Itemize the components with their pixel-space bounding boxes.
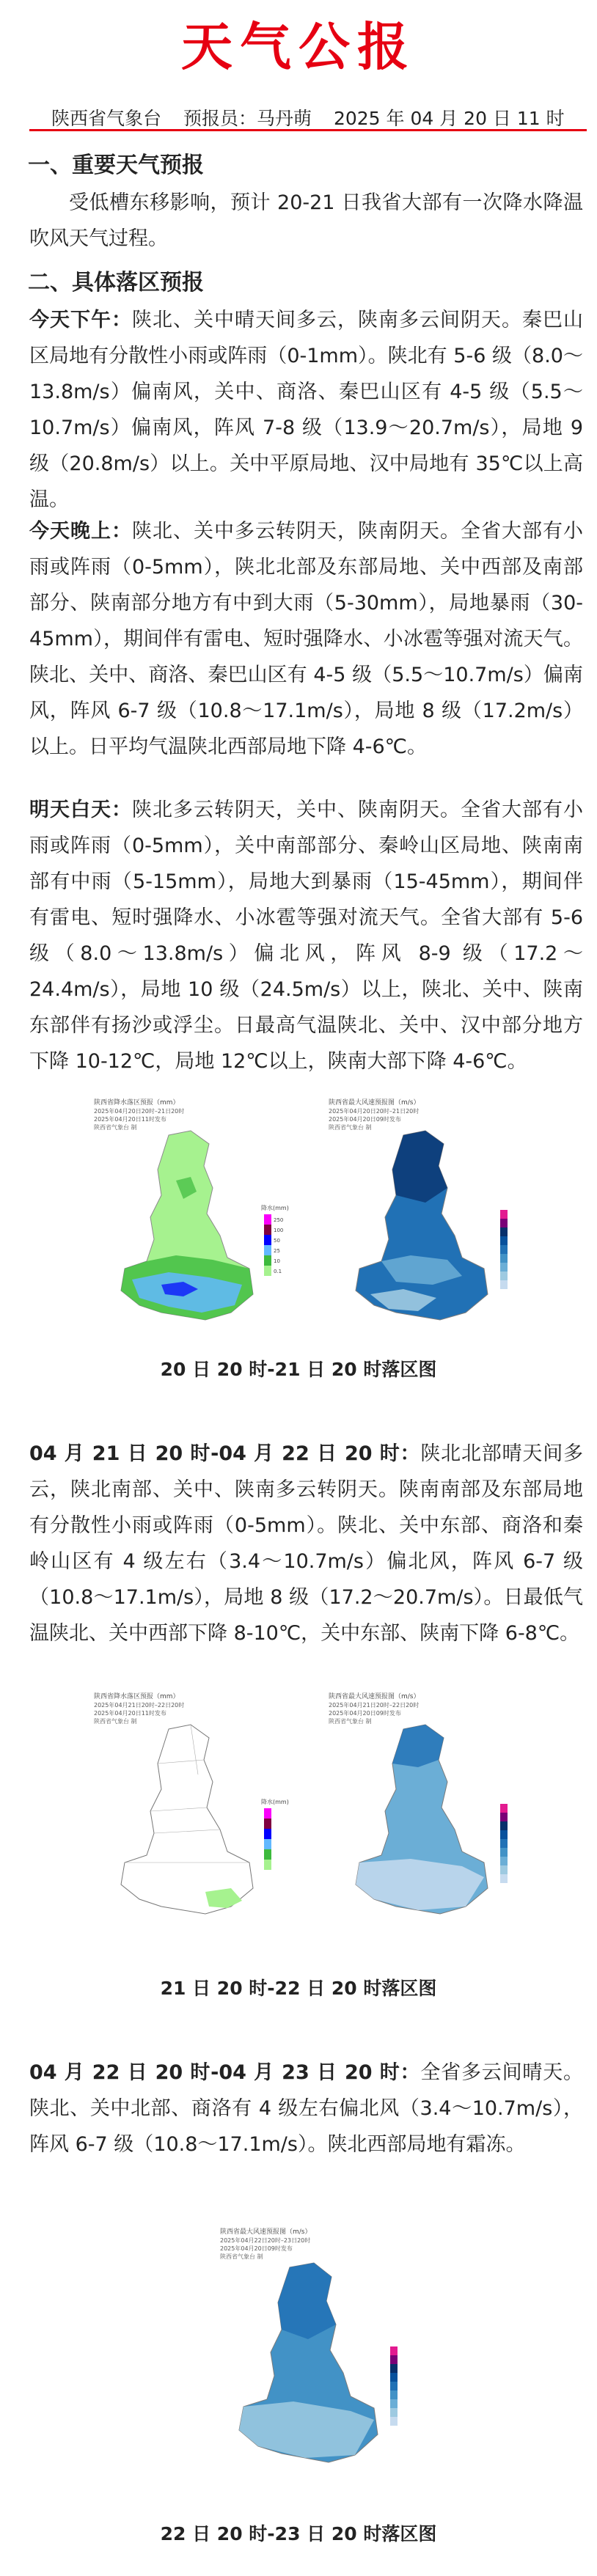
- legend-swatch: [500, 1839, 508, 1848]
- legend-label: 降水(mm): [261, 1799, 289, 1805]
- paragraph-lead: 今天晚上：: [29, 520, 132, 543]
- legend-swatch: [264, 1829, 271, 1839]
- map-title: 陕西省降水落区预报（mm）: [94, 1693, 180, 1700]
- paragraph-this-afternoon: [29, 302, 583, 518]
- legend-swatch: [500, 1821, 508, 1830]
- map-subtitle: 2025年04月20日20时–21日20时: [329, 1108, 420, 1115]
- legend-swatch: [390, 2382, 398, 2390]
- legend-swatch: [264, 1255, 271, 1266]
- map-title: 陕西省最大风速预报图（m/s）: [329, 1099, 420, 1107]
- legend-swatch: [264, 1808, 271, 1819]
- wind-map-svg: [315, 1687, 535, 1929]
- wind-map-day3: [198, 2222, 425, 2478]
- map-subtitle: 陕西省气象台 制: [94, 1124, 137, 1131]
- precip-map-svg: [81, 1687, 301, 1929]
- paragraph-body: 陕北北部晴天间多云，陕北南部、关中、陕南多云转阴天。陕南南部及东部局地有分散性小雨或阵雨（0-5mm）。陕北、关中东部、商洛和秦岭山区有 4 级左右（3.4～10.7m/s）偏北风，阵风 6-7 级（10.8～17.1m/s），局地 8 级（17.2～20.7m/s）。日最低气温陕北、关中西部下降 8-10℃，关中东部、陕南下降 6-8℃。: [29, 1442, 584, 1645]
- map-subtitle: 2025年04月20日09时发布: [329, 1116, 401, 1123]
- map-subtitle: 2025年04月20日11时发布: [94, 1710, 166, 1717]
- map-subtitle: 陕西省气象台 制: [329, 1718, 372, 1725]
- header-divider: [29, 129, 587, 131]
- legend-swatch: [390, 2355, 398, 2364]
- issue-info: [51, 104, 568, 131]
- legend-swatch: [264, 1245, 271, 1255]
- section-heading-detailed: 二、具体落区预报: [28, 270, 204, 296]
- legend-swatch: [500, 1813, 508, 1821]
- legend-swatch: [500, 1219, 508, 1228]
- province-shape: [121, 1725, 253, 1914]
- figure-caption: 22 日 20 时-23 日 20 时落区图: [160, 2523, 437, 2544]
- legend-swatch: [390, 2364, 398, 2373]
- paragraph-tonight: [29, 513, 583, 765]
- precip-map-day1: [81, 1093, 301, 1335]
- paragraph-tomorrow-daytime: [29, 792, 583, 1079]
- map-subtitle: 2025年04月20日20时–21日20时: [94, 1108, 185, 1115]
- legend-swatch: [500, 1210, 508, 1219]
- wind-map-day1: [315, 1093, 535, 1335]
- important-forecast-text: 受低槽东移影响，预计 20-21 日我省大部有一次降水降温吹风天气过程。: [29, 191, 583, 250]
- map-title: 陕西省最大风速预报图（m/s）: [220, 2228, 312, 2236]
- paragraph-lead: 04 月 22 日 20 时-04 月 23 日 20 时：: [29, 2061, 421, 2084]
- page-title: 天气公报: [181, 16, 416, 77]
- svg-text:250: 250: [274, 1217, 284, 1223]
- map-title: 陕西省最大风速预报图（m/s）: [329, 1693, 420, 1700]
- legend-swatch: [264, 1235, 271, 1245]
- issue-date: 2025 年 04 月 20 日 11 时: [333, 108, 565, 129]
- map-subtitle: 2025年04月22日20时–23日20时: [220, 2237, 311, 2244]
- paragraph-body: 陕北多云转阴天，关中、陕南阴天。全省大部有小雨或阵雨（0-5mm），关中南部部分、秦岭山区局地、陕南南部有中雨（5-15mm），局地大到暴雨（15-45mm），期间伴有雷电、短时强降水、小冰雹等强对流天气。全省大部有 5-6 级（8.0～13.8m/s）偏北风，阵风 8-9 级（17.2～24.4m/s），局地 10 级（24.5m/s）以上，陕北、关中、陕南东部伴有扬沙或浮尘。日最高气温陕北、关中、汉中部分地方下降 10-12℃，局地 12℃以上，陕南大部下降 4-6℃。: [29, 799, 583, 1073]
- legend-swatch: [500, 1857, 508, 1865]
- map-subtitle: 2025年04月21日20时–22日20时: [94, 1702, 185, 1709]
- legend-swatch: [264, 1266, 271, 1276]
- figure-caption: 20 日 20 时-21 日 20 时落区图: [160, 1359, 437, 1380]
- paragraph-body: 陕北、关中多云转阴天，陕南阴天。全省大部有小雨或阵雨（0-5mm），陕北北部及东部局地、关中西部及南部部分、陕南部分地方有中到大雨（5-30mm），局地暴雨（30-45mm），期间伴有雷电、短时强降水、小冰雹等强对流天气。陕北、关中、商洛、秦巴山区有 4-5 级（5.5～10.7m/s）偏南风，阵风 6-7 级（10.8～17.1m/s），局地 8 级（17.2m/s）以上。日平均气温陕北西部局地下降 4-6℃。: [29, 520, 583, 758]
- paragraph-body: 陕北、关中晴天间多云，陕南多云间阴天。秦巴山区局地有分散性小雨或阵雨（0-1mm）。陕北有 5-6 级（8.0～13.8m/s）偏南风，关中、商洛、秦巴山区有 4-5 级（5.5～10.7m/s）偏南风，阵风 7-8 级（13.9～20.7m/s），局地 9 级（20.8m/s）以上。关中平原局地、汉中局地有 35℃以上高温。: [29, 309, 583, 511]
- legend-swatch: [500, 1280, 508, 1289]
- section-heading-important: 一、重要天气预报: [28, 153, 204, 178]
- precip-map-svg: [81, 1093, 301, 1335]
- figure-caption: 21 日 20 时-22 日 20 时落区图: [160, 1978, 437, 1999]
- wind-map-svg: [315, 1093, 535, 1335]
- map-subtitle: 2025年04月21日20时–22日20时: [329, 1702, 420, 1709]
- forecaster-name: 预报员：马丹萌: [183, 108, 312, 129]
- wind-map-day2: [315, 1687, 535, 1929]
- legend-swatch: [390, 2390, 398, 2399]
- legend-swatch: [500, 1272, 508, 1280]
- legend-swatch: [500, 1874, 508, 1883]
- agency-name: 陕西省气象台: [51, 108, 162, 129]
- legend-swatch: [264, 1849, 271, 1860]
- wind-map-svg: [198, 2222, 425, 2478]
- legend-swatch: [500, 1865, 508, 1874]
- paragraph-lead: 明天白天：: [29, 799, 132, 821]
- svg-text:50: 50: [274, 1238, 280, 1244]
- legend-swatch: [500, 1804, 508, 1813]
- paragraph-lead: 今天下午：: [29, 309, 132, 331]
- legend-swatch: [390, 2408, 398, 2417]
- legend-swatch: [264, 1225, 271, 1235]
- legend-swatch: [390, 2346, 398, 2355]
- strong-wind-zone: [278, 2263, 336, 2339]
- paragraph-apr22-23: [29, 2055, 583, 2162]
- paragraph-lead: 04 月 21 日 20 时-04 月 22 日 20 时：: [29, 1442, 421, 1465]
- legend-swatch: [500, 1245, 508, 1254]
- precip-map-day2: [81, 1687, 301, 1929]
- map-subtitle: 陕西省气象台 制: [329, 1124, 372, 1131]
- legend-swatch: [500, 1830, 508, 1839]
- paragraph-body: 全省多云间晴天。陕北、关中北部、商洛有 4 级左右偏北风（3.4～10.7m/s），阵风 6-7 级（10.8～17.1m/s）。陕北西部局地有霜冻。: [29, 2061, 584, 2156]
- legend-label: 降水(mm): [261, 1205, 289, 1211]
- legend-swatch: [264, 1214, 271, 1225]
- map-subtitle: 2025年04月20日09时发布: [329, 1710, 401, 1717]
- legend-swatch: [500, 1254, 508, 1263]
- legend-swatch: [500, 1263, 508, 1272]
- map-subtitle: 2025年04月20日11时发布: [94, 1116, 166, 1123]
- legend-swatch: [500, 1848, 508, 1857]
- map-subtitle: 陕西省气象台 制: [220, 2253, 263, 2260]
- paragraph-apr21-22: [29, 1436, 583, 1651]
- map-title: 陕西省降水落区预报（mm）: [94, 1099, 180, 1107]
- legend-swatch: [500, 1236, 508, 1245]
- legend-swatch: [264, 1860, 271, 1870]
- map-subtitle: 陕西省气象台 制: [94, 1718, 137, 1725]
- legend-swatch: [390, 2417, 398, 2426]
- legend-swatch: [390, 2373, 398, 2382]
- svg-text:25: 25: [274, 1248, 280, 1254]
- legend-swatch: [390, 2399, 398, 2408]
- svg-text:0.1: 0.1: [274, 1269, 282, 1274]
- legend-swatch: [264, 1819, 271, 1829]
- masthead: [0, 0, 597, 110]
- legend-swatch: [264, 1839, 271, 1849]
- legend-swatch: [500, 1228, 508, 1236]
- svg-text:100: 100: [274, 1228, 284, 1233]
- map-subtitle: 2025年04月20日09时发布: [220, 2245, 293, 2252]
- svg-text:10: 10: [274, 1258, 280, 1264]
